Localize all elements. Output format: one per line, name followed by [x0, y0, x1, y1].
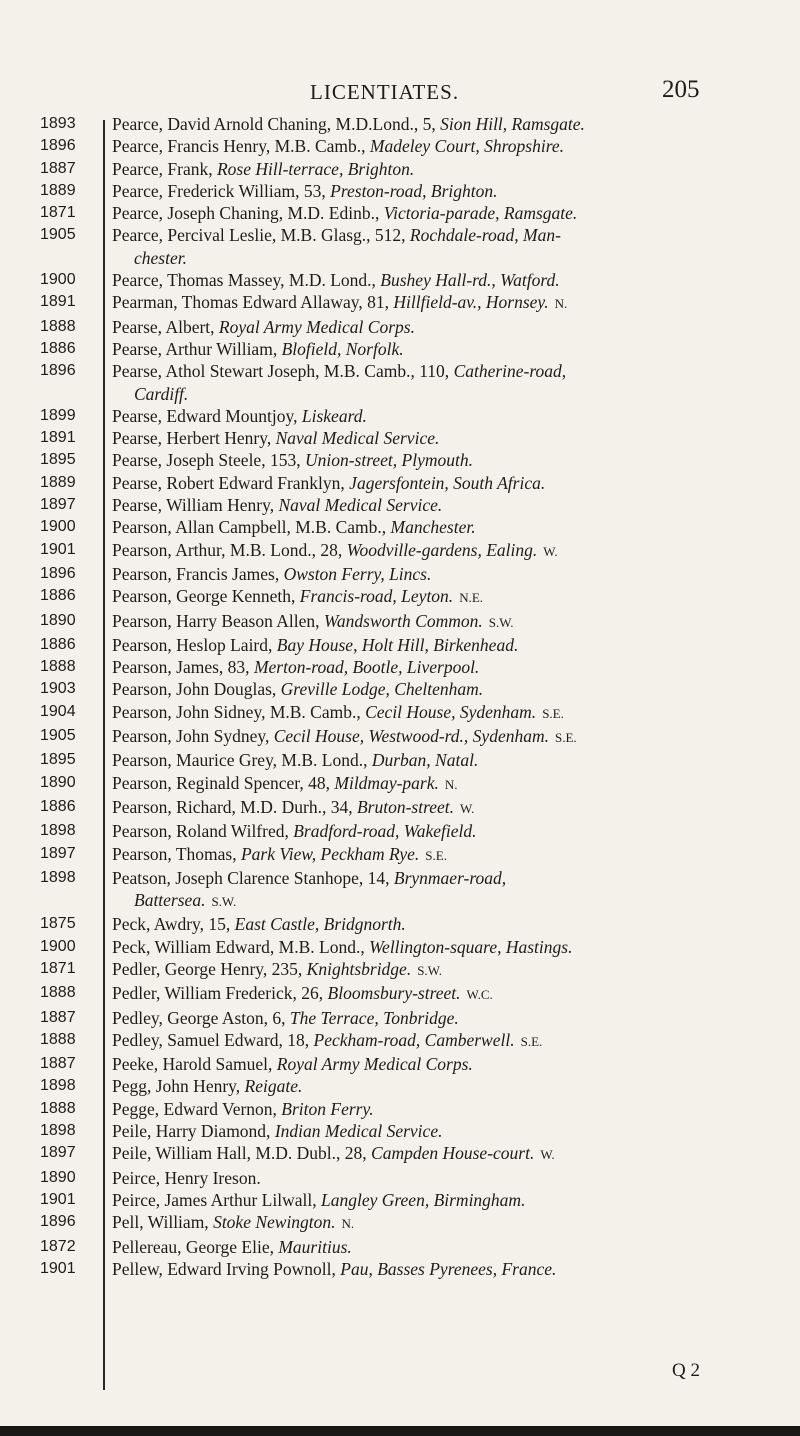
- entry-name: Peile, Harry Diamond,: [112, 1121, 271, 1142]
- entry-name: Pearse, Arthur William,: [112, 338, 278, 359]
- entry-name: Pearson, Richard, M.D. Durh., 34,: [112, 796, 353, 817]
- list-item: [0, 202, 800, 224]
- entry-year: 1889: [40, 473, 76, 491]
- entry-year: 1897: [40, 496, 76, 514]
- list-item: [0, 678, 800, 700]
- entry-address: Manchester.: [390, 517, 476, 538]
- list-item: [0, 472, 800, 494]
- entry-name: Pedler, William Frederick, 26,: [112, 983, 324, 1004]
- entry-name: Pedler, George Henry, 235,: [112, 958, 303, 979]
- entry-text: [86, 796, 744, 820]
- entry-address: Rochdale-road, Man-: [409, 225, 561, 246]
- entry-name: Pedley, George Aston, 6,: [112, 1007, 286, 1028]
- entry-name: Pegg, John Henry,: [112, 1076, 241, 1097]
- entry-district: W.: [460, 800, 475, 816]
- entry-year: 1888: [40, 1099, 76, 1117]
- list-item: [0, 749, 800, 771]
- entry-text: [86, 1053, 744, 1075]
- entry-address: Campden House-court.: [371, 1143, 535, 1164]
- entry-year: 1888: [40, 984, 76, 1002]
- entry-text: [86, 1029, 744, 1053]
- entry-year: 1893: [40, 115, 76, 132]
- entry-district: S.W.: [488, 614, 514, 630]
- list-item: [0, 539, 800, 563]
- entry-text: [86, 405, 744, 427]
- entry-year: 1875: [40, 915, 76, 933]
- entry-address: Park View, Peckham Rye.: [240, 843, 420, 864]
- list-item: [0, 427, 800, 449]
- entry-name: Pearse, Joseph Steele, 153,: [112, 450, 301, 471]
- page-header: [0, 76, 800, 110]
- entry-address: Hillfield-av., Hornsey.: [393, 292, 549, 313]
- entry-address: Cecil House, Westwood-rd., Sydenham.: [273, 726, 549, 747]
- entry-text: [86, 1211, 744, 1235]
- list-item: [0, 1075, 800, 1097]
- signature-mark: Q 2: [672, 1360, 700, 1381]
- entry-year: 1904: [40, 702, 76, 720]
- entry-name: Pearce, Francis Henry, M.B. Camb.,: [112, 136, 366, 157]
- entry-year: 1898: [40, 1077, 76, 1095]
- entry-year: 1898: [40, 822, 76, 840]
- entry-address: Preston-road, Brighton.: [330, 180, 498, 201]
- entry-address: Naval Medical Service.: [278, 495, 443, 516]
- entry-text: [86, 820, 744, 842]
- list-item: [0, 1007, 800, 1029]
- entry-district: W.: [543, 543, 558, 559]
- entry-year: 1901: [40, 1259, 76, 1277]
- list-item: [0, 982, 800, 1006]
- entry-text: [86, 913, 744, 935]
- entry-text: [86, 158, 744, 180]
- entry-year: 1890: [40, 1168, 76, 1186]
- entry-year: 1891: [40, 429, 76, 447]
- entry-year: 1898: [40, 1122, 76, 1140]
- entry-text: [86, 1167, 744, 1189]
- entry-name: Pearson, Roland Wilfred,: [112, 821, 289, 842]
- entry-district: S.E.: [425, 847, 447, 863]
- entry-address: Jagersfontein, South Africa.: [349, 472, 546, 493]
- entry-text: [86, 494, 744, 516]
- entry-text: [86, 843, 744, 867]
- list-item: [0, 180, 800, 202]
- entry-year: 1886: [40, 635, 76, 653]
- entry-name: Pearson, Harry Beason Allen,: [112, 610, 320, 631]
- list-item: [0, 158, 800, 180]
- list-item: [0, 1098, 800, 1120]
- entry-name: Pellew, Edward Irving Pownoll,: [112, 1258, 336, 1279]
- entry-name: Pearce, Thomas Massey, M.D. Lond.,: [112, 270, 376, 291]
- entry-address: Sion Hill, Ramsgate.: [440, 114, 585, 134]
- entry-year: 1898: [40, 868, 76, 886]
- entry-address: Greville Lodge, Cheltenham.: [280, 679, 484, 700]
- list-item: [0, 316, 800, 338]
- list-item: [0, 725, 800, 749]
- entry-year: 1887: [40, 159, 76, 177]
- entry-address: Bradford-road, Wakefield.: [293, 821, 477, 842]
- entry-text: [86, 749, 744, 771]
- entry-name: Pearce, Percival Leslie, M.B. Glasg., 512,: [112, 225, 406, 246]
- entry-text: [86, 449, 744, 471]
- entry-address: Mildmay-park.: [334, 772, 439, 793]
- entry-address: Bloomsbury-street.: [327, 983, 461, 1004]
- entry-name: Pearman, Thomas Edward Allaway, 81,: [112, 292, 390, 313]
- entry-name: Peile, William Hall, M.D. Dubl., 28,: [112, 1143, 367, 1164]
- entry-year: 1889: [40, 181, 76, 199]
- entry-name: Pearce, Joseph Chaning, M.D. Edinb.,: [112, 203, 380, 224]
- list-item: [0, 958, 800, 982]
- entry-address: Blofield, Norfolk.: [281, 338, 404, 359]
- list-item: [0, 610, 800, 634]
- entry-year: 1896: [40, 137, 76, 155]
- entry-year: 1890: [40, 773, 76, 791]
- entry-address: Francis-road, Leyton.: [299, 586, 454, 607]
- list-item: [0, 449, 800, 471]
- entry-year: 1895: [40, 451, 76, 469]
- entry-address: Merton-road, Bootle, Liverpool.: [253, 657, 480, 678]
- list-item: [0, 585, 800, 609]
- entry-name: Peeke, Harold Samuel,: [112, 1054, 273, 1075]
- entry-text: [86, 1007, 744, 1029]
- entry-text: [86, 772, 744, 796]
- entry-text: [86, 701, 744, 725]
- list-item: [0, 936, 800, 958]
- list-item: [0, 516, 800, 538]
- entry-continuation: [112, 383, 744, 405]
- list-item: [0, 1167, 800, 1189]
- entry-address: Woodville-gardens, Ealing.: [346, 539, 538, 560]
- entry-district: W.C.: [466, 987, 493, 1003]
- entry-district: N.: [554, 296, 568, 312]
- list-item: [0, 634, 800, 656]
- list-item: [0, 1189, 800, 1211]
- entry-district: S.W.: [417, 962, 443, 978]
- entry-text: [86, 982, 744, 1006]
- entry-year: 1900: [40, 518, 76, 536]
- entry-year: 1886: [40, 797, 76, 815]
- list-item: [0, 1142, 800, 1166]
- entry-name: Pellereau, George Elie,: [112, 1236, 274, 1257]
- list-item: [0, 563, 800, 585]
- entry-text: [86, 656, 744, 678]
- entry-address: Bay House, Holt Hill, Birkenhead.: [276, 634, 519, 655]
- list-item: [0, 224, 800, 269]
- entry-name: Pearson, Francis James,: [112, 563, 280, 584]
- entry-address: Liskeard.: [301, 405, 367, 426]
- running-title: LICENTIATES.: [310, 80, 460, 104]
- list-item: [0, 701, 800, 725]
- entry-year: 1888: [40, 658, 76, 676]
- entry-name: Pearson, John Douglas,: [112, 679, 277, 700]
- entry-district: S.E.: [555, 730, 577, 746]
- entry-text: [86, 472, 744, 494]
- entry-name: Peck, Awdry, 15,: [112, 914, 231, 935]
- entry-address: Pau, Basses Pyrenees, France.: [340, 1258, 557, 1279]
- list-item: [0, 113, 800, 135]
- entry-text: [86, 634, 744, 656]
- list-item: [0, 772, 800, 796]
- entry-address: Royal Army Medical Corps.: [218, 316, 415, 337]
- entry-name: Pegge, Edward Vernon,: [112, 1098, 277, 1119]
- entry-name: Pearson, Maurice Grey, M.B. Lond.,: [112, 750, 368, 771]
- entry-address: Madeley Court, Shropshire.: [369, 136, 565, 157]
- list-item: [0, 1053, 800, 1075]
- list-item: [0, 820, 800, 842]
- entry-address: Indian Medical Service.: [274, 1121, 443, 1142]
- entry-district: S.E.: [542, 705, 564, 721]
- entry-name: Pearson, John Sidney, M.B. Camb.,: [112, 701, 361, 722]
- entry-year: 1887: [40, 1055, 76, 1073]
- entry-year: 1886: [40, 587, 76, 605]
- entry-name: Pearse, William Henry,: [112, 495, 275, 516]
- entry-text: [86, 269, 744, 291]
- entry-name: Peatson, Joseph Clarence Stanhope, 14,: [112, 867, 390, 888]
- entry-district: N.E.: [459, 590, 484, 606]
- list-item: [0, 913, 800, 935]
- entry-year: 1871: [40, 959, 76, 977]
- entry-year: 1900: [40, 271, 76, 289]
- entry-text: [86, 725, 744, 749]
- entry-name: Pearse, Robert Edward Franklyn,: [112, 472, 345, 493]
- entry-year: 1896: [40, 362, 76, 380]
- entry-continuation-text: Cardiff.: [134, 383, 189, 404]
- entry-address: Cecil House, Sydenham.: [365, 701, 537, 722]
- entry-address: Brynmaer-road,: [393, 867, 507, 888]
- list-item: [0, 1029, 800, 1053]
- entry-year: 1905: [40, 727, 76, 745]
- entry-year: 1901: [40, 540, 76, 558]
- entry-text: [86, 202, 744, 224]
- entry-text: [86, 1258, 744, 1280]
- entry-text: [86, 958, 744, 982]
- entry-district: N.: [444, 776, 458, 792]
- entry-address: Reigate.: [244, 1076, 303, 1097]
- entry-text: [86, 180, 744, 202]
- entry-name: Pearce, Frank,: [112, 158, 213, 179]
- entry-name: Pearse, Athol Stewart Joseph, M.B. Camb., 110,: [112, 361, 450, 382]
- entry-name: Pearson, Reginald Spencer, 48,: [112, 772, 330, 793]
- entry-year: 1897: [40, 1144, 76, 1162]
- entry-name: Pearse, Albert,: [112, 316, 215, 337]
- entry-address: Peckham-road, Camberwell.: [313, 1029, 515, 1050]
- entry-name: Pearse, Herbert Henry,: [112, 428, 272, 449]
- list-item: [0, 1258, 800, 1280]
- entry-year: 1905: [40, 226, 76, 244]
- list-item: [0, 360, 800, 405]
- list-item: [0, 405, 800, 427]
- entry-text: [86, 516, 744, 538]
- entry-year: 1890: [40, 611, 76, 629]
- entry-name: Pearce, David Arnold Chaning, M.D.Lond., 5,: [112, 114, 436, 134]
- list-item: [0, 494, 800, 516]
- entry-district: W.: [540, 1147, 555, 1163]
- entry-text: [86, 1189, 744, 1211]
- list-item: [0, 291, 800, 315]
- entry-text: [86, 1098, 744, 1120]
- entry-district: N.: [341, 1216, 355, 1232]
- entry-name: Pearson, John Sydney,: [112, 726, 270, 747]
- entry-address: Royal Army Medical Corps.: [276, 1054, 473, 1075]
- entry-address: Rose Hill-terrace, Brighton.: [216, 158, 415, 179]
- entry-year: 1897: [40, 844, 76, 862]
- entry-continuation-text: Battersea.: [134, 890, 206, 911]
- entry-year: 1871: [40, 204, 76, 222]
- list-item: [0, 843, 800, 867]
- entry-address: Stoke Newington.: [213, 1212, 336, 1233]
- entry-text: [86, 135, 744, 157]
- entry-text: [86, 610, 744, 634]
- entry-address: Briton Ferry.: [281, 1098, 374, 1119]
- entry-year: 1888: [40, 1030, 76, 1048]
- entry-name: Pearson, James, 83,: [112, 657, 250, 678]
- entry-name: Pearson, Heslop Laird,: [112, 634, 273, 655]
- entry-year: 1888: [40, 317, 76, 335]
- entry-address: Union-street, Plymouth.: [304, 450, 473, 471]
- entry-year: 1896: [40, 1213, 76, 1231]
- entry-name: Pell, William,: [112, 1212, 209, 1233]
- entry-address: Langley Green, Birmingham.: [320, 1189, 526, 1210]
- entry-name: Pearce, Frederick William, 53,: [112, 180, 326, 201]
- entry-address: Owston Ferry, Lincs.: [283, 563, 432, 584]
- entry-address: Knightsbridge.: [306, 958, 412, 979]
- entry-name: Pearse, Edward Mountjoy,: [112, 405, 298, 426]
- entry-text: [86, 338, 744, 360]
- entry-continuation: [112, 247, 744, 269]
- entry-address: Bruton-street.: [356, 796, 455, 817]
- entry-address: East Castle, Bridgnorth.: [234, 914, 406, 935]
- entry-address: Mauritius.: [278, 1236, 352, 1257]
- entry-text: [86, 316, 744, 338]
- entry-address: Wellington-square, Hastings.: [369, 936, 573, 957]
- entry-year: 1899: [40, 406, 76, 424]
- entry-year: 1901: [40, 1190, 76, 1208]
- entry-text: [86, 113, 744, 135]
- entry-text: [86, 678, 744, 700]
- entry-name: Peck, William Edward, M.B. Lond.,: [112, 936, 365, 957]
- entry-address: Durban, Natal.: [371, 750, 479, 771]
- entry-text: [86, 291, 744, 315]
- list-item: [0, 1120, 800, 1142]
- entry-text: [86, 360, 744, 405]
- entry-year: 1872: [40, 1237, 76, 1255]
- entry-text: [86, 585, 744, 609]
- entry-text: [86, 563, 744, 585]
- entry-year: 1887: [40, 1008, 76, 1026]
- entry-address: Bushey Hall-rd., Watford.: [380, 270, 560, 291]
- list-item: [0, 135, 800, 157]
- entry-text: [86, 539, 744, 563]
- entry-text: [86, 1236, 744, 1258]
- entry-address: Naval Medical Service.: [275, 428, 440, 449]
- entry-year: 1895: [40, 751, 76, 769]
- entry-district: S.W.: [211, 894, 237, 910]
- entry-name: Peirce, Henry Ireson.: [112, 1167, 261, 1188]
- entry-year: 1900: [40, 937, 76, 955]
- entry-year: 1903: [40, 680, 76, 698]
- entry-address: Wandsworth Common.: [323, 610, 483, 631]
- entry-name: Pedley, Samuel Edward, 18,: [112, 1029, 310, 1050]
- list-item: [0, 338, 800, 360]
- entry-name: Pearson, George Kenneth,: [112, 586, 296, 607]
- entry-name: Peirce, James Arthur Lilwall,: [112, 1189, 317, 1210]
- entry-text: [86, 867, 744, 914]
- entry-text: [86, 1120, 744, 1142]
- entry-name: Pearson, Allan Campbell, M.B. Camb.,: [112, 517, 387, 538]
- entry-continuation-text: chester.: [134, 247, 187, 268]
- entry-text: [86, 936, 744, 958]
- licentiates-list: [0, 113, 800, 1280]
- entry-address: Victoria-parade, Ramsgate.: [383, 203, 578, 224]
- entry-name: Pearson, Arthur, M.B. Lond., 28,: [112, 539, 343, 560]
- entry-name: Pearson, Thomas,: [112, 843, 237, 864]
- entry-text: [86, 224, 744, 269]
- entry-year: 1896: [40, 564, 76, 582]
- list-item: [0, 1211, 800, 1235]
- entry-year: 1886: [40, 339, 76, 357]
- entry-year: 1891: [40, 293, 76, 311]
- entry-address: The Terrace, Tonbridge.: [289, 1007, 459, 1028]
- page-number: 205: [662, 76, 700, 103]
- entry-text: [86, 427, 744, 449]
- entry-text: [86, 1142, 744, 1166]
- page-bottom-edge: [0, 1426, 800, 1436]
- list-item: [0, 656, 800, 678]
- list-item: [0, 867, 800, 914]
- entry-address: Catherine-road,: [453, 361, 567, 382]
- list-item: [0, 796, 800, 820]
- list-item: [0, 269, 800, 291]
- entry-continuation: [112, 889, 744, 913]
- entry-text: [86, 1075, 744, 1097]
- list-item: [0, 1236, 800, 1258]
- entry-district: S.E.: [520, 1033, 543, 1049]
